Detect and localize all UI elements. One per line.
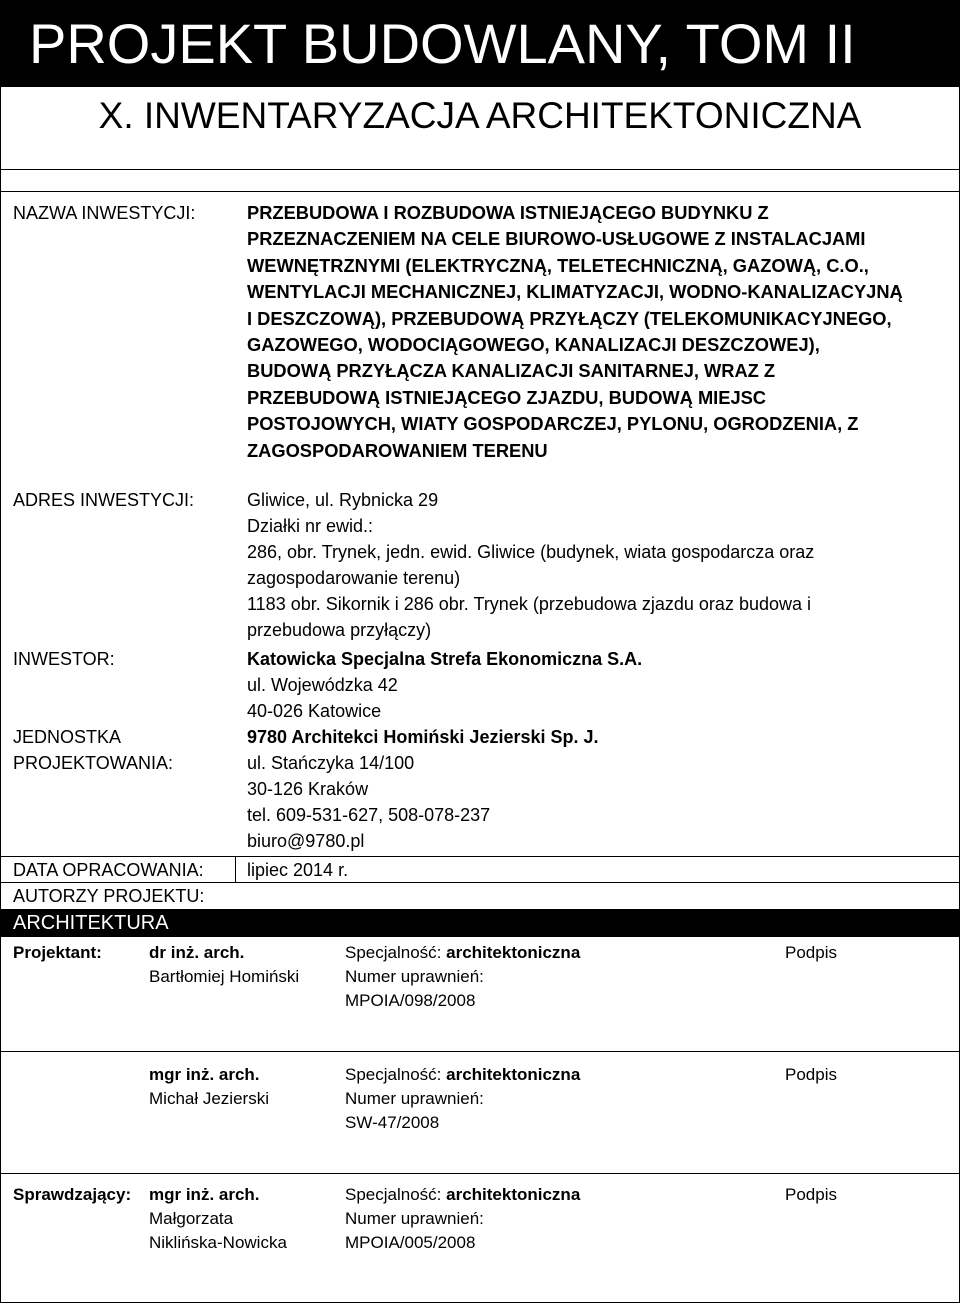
author-name: Bartłomiej Homiński — [149, 967, 300, 986]
author-license-label: Numer uprawnień: — [345, 1209, 484, 1228]
design-unit-name: 9780 Architekci Homiński Jezierski Sp. J. — [247, 727, 599, 747]
investment-address-value: Gliwice, ul. Rybnicka 29 Działki nr ewid.: 286, obr. Trynek, jedn. ewid. Gliwice (budynek, wiata gospodarcza oraz zagospodarowanie terenu) 1183 obr. Sikornik i 286 obr. Trynek (przebudowa zjazdu oraz budowa i przebudowa przyłączy) — [247, 490, 815, 640]
author-title: mgr inż. arch. — [149, 1065, 260, 1084]
header-divider — [1, 169, 959, 170]
author-specialty: Specjalność: architektoniczna — [345, 1065, 581, 1084]
author-row-divider — [1, 1173, 959, 1174]
signature-field: Podpis — [785, 1185, 837, 1204]
signature-field: Podpis — [785, 1065, 837, 1084]
author-title: mgr inż. arch. — [149, 1185, 260, 1204]
author-role: Projektant: — [13, 943, 102, 962]
author-row-divider — [1, 1051, 959, 1052]
investor-name: Katowicka Specjalna Strefa Ekonomiczna S.A. — [247, 649, 643, 669]
date-row-divider — [235, 856, 236, 882]
author-name: Michał Jezierski — [149, 1089, 269, 1108]
signature-field: Podpis — [785, 943, 837, 962]
investor-address: ul. Wojewódzka 42 40-026 Katowice — [247, 675, 398, 721]
header-divider-lower — [1, 191, 959, 192]
investment-name-value: PRZEBUDOWA I ROZBUDOWA ISTNIEJĄCEGO BUDYNKU Z PRZEZNACZENIEM NA CELE BIUROWO-USŁUGOWE Z INSTALACJAMI WEWNĘTRZNYMI (ELEKTRYCZNĄ, TELETECHNICZNĄ, GAZOWĄ, C.O., WENTYLACJI MECHANICZNEJ, KLIMATYZACJI, WODNO-KANALIZACYJNĄ I DESZCZOWĄ), PRZEBUDOWĄ PRZYŁĄCZY (TELEKOMUNIKACYJNEGO, GAZOWEGO, WODOCIĄGOWEGO, KANALIZACJI DESZCZOWEJ), BUDOWĄ PRZYŁĄCZA KANALIZACJI SANITARNEJ, WRAZ Z PRZEBUDOWĄ ISTNIEJĄCEGO ZJAZDU, BUDOWĄ MIEJSC POSTOJOWYCH, WIATY GOSPODARCZEJ, PYLONU, OGRODZENIA, Z ZAGOSPODAROWANIEM TERENU — [247, 202, 903, 461]
author-license-number: MPOIA/005/2008 — [345, 1233, 476, 1252]
authors-label: AUTORZY PROJEKTU: — [13, 886, 205, 906]
date-value: lipiec 2014 r. — [247, 860, 349, 880]
author-license-number: SW-47/2008 — [345, 1113, 440, 1132]
author-specialty: Specjalność: architektoniczna — [345, 1185, 581, 1204]
design-unit-label: JEDNOSTKA PROJEKTOWANIA: — [13, 727, 174, 773]
author-license-label: Numer uprawnień: — [345, 967, 484, 986]
design-unit-address: ul. Stańczyka 14/100 30-126 Kraków tel. 609-531-627, 508-078-237 biuro@9780.pl — [247, 753, 491, 851]
document-title: PROJEKT BUDOWLANY, TOM II — [29, 12, 856, 75]
investment-name-label: NAZWA INWESTYCJI: — [13, 203, 196, 223]
author-role: Sprawdzający: — [13, 1185, 132, 1204]
author-title: dr inż. arch. — [149, 943, 245, 962]
author-specialty: Specjalność: architektoniczna — [345, 943, 581, 962]
document-subtitle: X. INWENTARYZACJA ARCHITEKTONICZNA — [98, 95, 862, 136]
author-name: Małgorzata Niklińska-Nowicka — [149, 1209, 287, 1252]
author-license-label: Numer uprawnień: — [345, 1089, 484, 1108]
investor-label: INWESTOR: — [13, 649, 115, 669]
date-label: DATA OPRACOWANIA: — [13, 860, 204, 880]
architecture-section-label: ARCHITEKTURA — [13, 912, 169, 934]
investment-address-label: ADRES INWESTYCJI: — [13, 490, 195, 510]
author-license-number: MPOIA/098/2008 — [345, 991, 476, 1010]
